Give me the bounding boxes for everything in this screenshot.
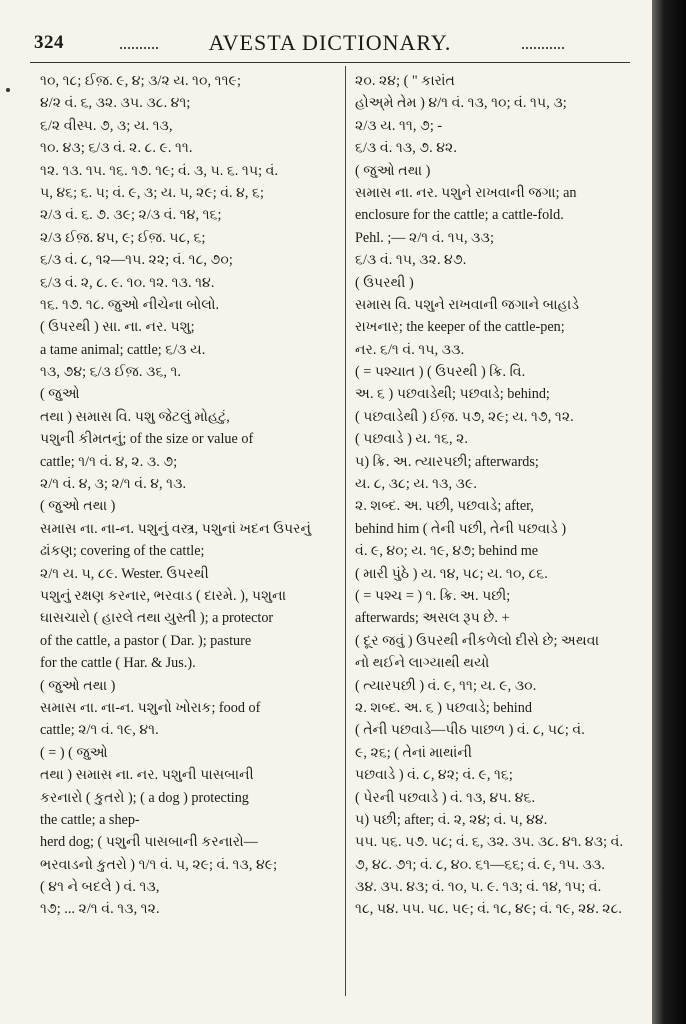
text-line: ૪/૨ વં. ૬, ૩૨. ૩૫. ૩૮. ૪૧; [40,95,191,112]
text-line: ( પછવાડેથી ) ઈજ઼. ૫૭, ૨૯; ય. ૧૭, ૧૨. [355,408,574,425]
text-line: ૨/૩ ઈજ઼. ૪૫, ૯; ઈજ઼. ૫૮, ૬; [40,229,206,246]
text-line: ( ઉપરથી ) સા. ના. નર. પશુ; [40,319,195,336]
text-line: ય. ૮, ૩૮; ય. ૧૩, ૩૯. [355,476,477,493]
text-line: કરનારો ( કુતરો ); ( a dog ) protecting [40,789,249,806]
text-line: behind him ( તેની પછી, તેની પછવાડે ) [355,520,567,537]
text-line: ૩૪. ૩૫. ૪૩; વં. ૧૦, ૫. ૯. ૧૩; વં. ૧૪, ૧૫; વં. [355,879,602,896]
text-line: ( પછવાડે ) ય. ૧૬, ૨. [355,431,468,448]
text-line: સમાસ ના. ના-ન. પશુનો ખોરાક; food of [40,699,261,716]
header-rule [30,62,630,63]
text-line: ૫) ક્રિ. અ. ત્યારપછી; afterwards; [355,453,539,470]
text-line: ૨/૩ ય. ૧૧, ૭; - [355,117,443,134]
text-line: ૫૫. ૫૬. ૫૭. ૫૮; વં. ૬, ૩૨. ૩૫. ૩૮. ૪૧. ૪૩; વં. [355,834,623,851]
text-line: ( ૪૧ ને બદલે ) વં. ૧૩, [40,879,160,896]
text-line: ૨/૧ ય. ૫, ૮૯. Wester. ઉપરથી [40,565,209,582]
text-line: ૬/૨ વીસ્પ. ૭, ૩; ય. ૧૩, [40,117,173,134]
text-line: cattle; ૨/૧ વં. ૧૯, ૪૧. [40,722,159,739]
page-header [30,30,630,56]
text-line: ૯, ૨૬; ( તેનાં માથાંની [355,744,473,761]
text-line: enclosure for the cattle; a cattle-fold. [355,207,564,224]
text-line: પછવાડે ) વં. ૮, ૪૨; વં. ૯, ૧૬; [355,767,513,784]
column-divider [345,66,346,996]
text-line: ૫, ૪૬; ૬. ૫; વં. ૯, ૩; ય. ૫, ૨૯; વં. ૪, ૬; [40,184,264,201]
text-line: a tame animal; cattle; ૬/૩ ય. [40,341,206,358]
text-line: પશુની કીમતનું; of the size or value of [40,431,254,448]
text-line: ૧૦. ૪૩; ૬/૩ વં. ૨. ૮. ૯. ૧૧. [40,140,193,157]
text-line: ૨૦. ૨૪; ( " કારાંત [355,73,455,89]
text-line: ( મારી પુંઠે ) ય. ૧૪, ૫૮; ય. ૧૦, ૮૬. [355,565,548,582]
running-title: AVESTA DICTIONARY. [208,30,452,55]
right-column [355,70,640,921]
text-line: ૨/૧ વં. ૪, ૩; ૨/૧ વં. ૪, ૧૩. [40,476,187,493]
right-running-word [522,39,564,49]
text-line: ૨/૩ વં. ૬. ૭. ૩૯; ૨/૩ વં. ૧૪, ૧૬; [40,207,222,224]
text-line: ૬/૩ વં. ૨, ૮. ૯. ૧૦. ૧૨. ૧૩. ૧૪. [40,274,215,291]
text-line: રાખનાર; the keeper of the cattle-pen; [355,319,565,336]
text-line: ૬/૩ વં. ૧૩, ૭. ૪૨. [355,140,457,157]
text-line: નો થઈને લાગ્યાથી થયો [355,655,490,672]
text-line: અ. ૬ ) પછવાડેથી; પછવાડે; behind; [355,386,550,403]
text-line: Pehl. ;— ૨/૧ વં. ૧૫, ૩૩; [355,229,494,246]
text-line: ઘાસચારો ( હારલે તથા યુસ્તી ); a protector [40,610,274,627]
text-line: ૬/૩ વં. ૮, ૧૨—૧૫. ૨૨; વં. ૧૮, ૭૦; [40,252,233,269]
text-line: તથા ) સમાસ વિ. પશુ જેટલું મોહટું, [40,408,230,425]
binding-shadow [652,0,686,1024]
text-line: the cattle; a shep- [40,811,140,828]
text-line: પશુનું રક્ષણ કરનાર, ભરવાડ ( દારમે. ), પશુના [40,587,287,604]
text-line: herd dog; ( પશુની પાસબાની કરનારો— [40,834,258,851]
text-line: ૨. શબ્દ. અ. પછી, પછવાડે; after, [355,498,534,515]
text-line: ઢાંકણ; covering of the cattle; [40,543,205,560]
text-line: ૧૨. ૧૩. ૧૫. ૧૬. ૧૭. ૧૯; વં. ૩, ૫. ૬. ૧૫; વં. [40,162,279,179]
text-line: ( જુઓ તથા ) [355,162,431,179]
margin-dot [6,88,10,92]
text-line: ( જુઓ તથા ) [40,498,116,515]
text-line: cattle; ૧/૧ વં. ૪, ૨. ૩. ૭; [40,453,178,470]
text-line: of the cattle, a pastor ( Dar. ); pasture [40,632,252,649]
text-line: ( ઉપરથી ) [355,274,414,291]
text-line: ભરવાડનો કુતરો ) ૧/૧ વં. ૫, ૨૯; વં. ૧૩, ૪૯; [40,856,278,873]
text-line: ( પેરની પછવાડે ) વં. ૧૩, ૪૫. ૪૬. [355,789,536,806]
text-line: ( જુઓ [40,386,80,403]
text-line: ૧૮, ૫૪. ૫૫. ૫૮. ૫૯; વં. ૧૮, ૪૯; વં. ૧૯, ૨૪. ૨૮. [355,901,622,918]
text-line: નર. ૬/૧ વં. ૧૫, ૩૩. [355,341,465,358]
text-line: સમાસ ના. નર. પશુને રાખવાની જગા; an [355,184,577,201]
text-line: તથા ) સમાસ ના. નર. પશુની પાસબાની [40,767,254,784]
text-line: ( = પશ્ચ = ) ૧. ક્રિ. અ. પછી; [355,587,511,604]
text-line: afterwards; અસલ રૂપ છે. + [355,610,510,627]
text-line: હોઅ્મે તેમ ) ૪/૧ વં. ૧૩, ૧૦; વં. ૧૫, ૩; [355,95,567,112]
text-line: વં. ૯, ૪૦; ય. ૧૯, ૪૭; behind me [355,543,539,560]
text-line: ૧૬. ૧૭. ૧૮. જુઓ નીચેના બોલો. [40,296,220,313]
text-line: ૬/૩ વં. ૧૫, ૩૨. ૪૭. [355,252,467,269]
text-line: ( જુઓ તથા ) [40,677,116,694]
text-line: સમાસ વિ. પશુને રાખવાની જગાને બાહાડે [355,296,579,313]
text-line: ૧૦, ૧૮; ઈજ઼. ૯, ૪; ૩/૨ ય. ૧૦, ૧૧૯; [40,73,241,89]
text-line: ૭, ૪૮. ૭૧; વં. ૮, ૪૦. ૬૧—૬૬; વં. ૯, ૧૫. ૩૩. [355,856,605,873]
text-line: ( ત્યારપછી ) વં. ૯, ૧૧; ય. ૯, ૩૦. [355,677,537,694]
text-line: for the cattle ( Har. & Jus.). [40,655,196,672]
left-column [40,70,336,921]
text-line: ૧૩, ૭૪; ૬/૩ ઈજ઼. ૩૬, ૧. [40,364,181,381]
text-line: ૫) પછી; after; વં. ૨, ૨૪; વં. ૫, ૪૪. [355,811,548,828]
page-number: 324 [34,32,64,53]
text-line: ૧૭; ... ૨/૧ વં. ૧૩, ૧૨. [40,901,160,918]
text-line: ( તેની પછવાડે—પીઠ પાછળ ) વં. ૮, ૫૮; વં. [355,722,585,739]
text-line: ( = પશ્ચાત ) ( ઉપરથી ) ક્રિ. વિ. [355,364,526,381]
text-line: ૨. શબ્દ. અ. ૬ ) પછવાડે; behind [355,699,532,716]
text-line: ( = ) ( જુઓ [40,744,108,761]
text-line: સમાસ ના. ના-ન. પશુનું વસ્ત્ર, પશુનાં ખદન ઉપરનું [40,520,312,537]
text-line: ( દૂર જવું ) ઉપરથી નીકળેલો દીસે છે; અથવા [355,632,600,649]
